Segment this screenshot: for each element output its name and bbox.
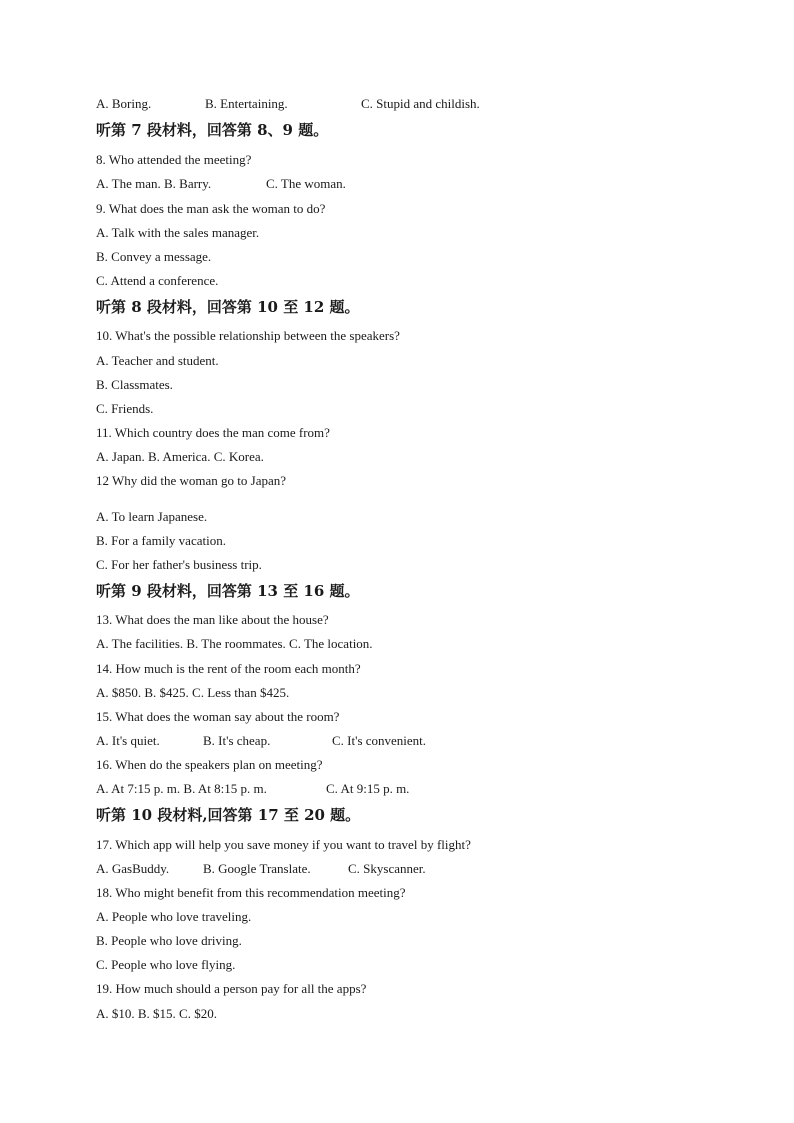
q15-options: [96, 733, 426, 749]
question-16: 16. When do the speakers plan on meeting?: [96, 757, 323, 772]
question-10: 10. What's the possible relationship between the speakers?: [96, 328, 400, 343]
section-heading-7: 听第 7 段材料，回答第 8、9 题。: [96, 121, 329, 139]
q15-option-b: B. It's cheap.: [203, 733, 271, 748]
q15-option-c: C. It's convenient.: [332, 733, 427, 748]
section-heading-9: 听第 9 段材料，回答第 13 至 16 题。: [96, 582, 360, 600]
question-13: 13. What does the man like about the house?: [96, 612, 329, 627]
q9-option-a: A. Talk with the sales manager.: [96, 225, 260, 240]
q13-options: A. The facilities. B. The roommates. C. The location.: [96, 636, 373, 651]
q10-option-a: A. Teacher and student.: [96, 353, 219, 368]
q12-option-b: B. For a family vacation.: [96, 533, 226, 548]
q9-option-b: B. Convey a message.: [96, 249, 212, 264]
option-a: A. Boring.: [96, 96, 152, 111]
option-c: C. Stupid and childish.: [361, 96, 480, 111]
q15-option-a: A. It's quiet.: [96, 733, 160, 748]
question-17: 17. Which app will help you save money if you want to travel by flight?: [96, 837, 471, 852]
q8-options: [96, 176, 346, 192]
q17-options: [96, 861, 426, 877]
q17-option-c: C. Skyscanner.: [348, 861, 426, 876]
question-9: 9. What does the man ask the woman to do?: [96, 201, 326, 216]
q18-option-b: B. People who love driving.: [96, 933, 242, 948]
q12-option-c: C. For her father's business trip.: [96, 557, 262, 572]
q17-option-b: B. Google Translate.: [203, 861, 311, 876]
section-heading-10: 听第 10 段材料,回答第 17 至 20 题。: [96, 806, 361, 824]
q18-option-c: C. People who love flying.: [96, 957, 236, 972]
q16-options-ab: A. At 7:15 p. m. B. At 8:15 p. m.: [96, 781, 267, 796]
question-19: 19. How much should a person pay for all the apps?: [96, 981, 367, 996]
option-b: B. Entertaining.: [205, 96, 288, 111]
question-8: 8. Who attended the meeting?: [96, 152, 252, 167]
q19-options: A. $10. B. $15. C. $20.: [96, 1006, 217, 1021]
q16-options: [96, 781, 409, 797]
q8-option-c: C. The woman.: [266, 176, 346, 191]
q12-option-a: A. To learn Japanese.: [96, 509, 208, 524]
question-15: 15. What does the woman say about the room?: [96, 709, 340, 724]
q16-option-c: C. At 9:15 p. m.: [326, 781, 410, 796]
q7-options: [96, 96, 480, 112]
q17-option-a: A. GasBuddy.: [96, 861, 170, 876]
question-11: 11. Which country does the man come from?: [96, 425, 330, 440]
q10-option-b: B. Classmates.: [96, 377, 173, 392]
q10-option-c: C. Friends.: [96, 401, 154, 416]
question-14: 14. How much is the rent of the room each month?: [96, 661, 361, 676]
q9-option-c: C. Attend a conference.: [96, 273, 219, 288]
q8-options-ab: A. The man. B. Barry.: [96, 176, 212, 191]
q11-options: A. Japan. B. America. C. Korea.: [96, 449, 264, 464]
q14-options: A. $850. B. $425. C. Less than $425.: [96, 685, 290, 700]
q18-option-a: A. People who love traveling.: [96, 909, 252, 924]
section-heading-8: 听第 8 段材料，回答第 10 至 12 题。: [96, 298, 360, 316]
question-18: 18. Who might benefit from this recommendation meeting?: [96, 885, 406, 900]
question-12: 12 Why did the woman go to Japan?: [96, 473, 287, 488]
